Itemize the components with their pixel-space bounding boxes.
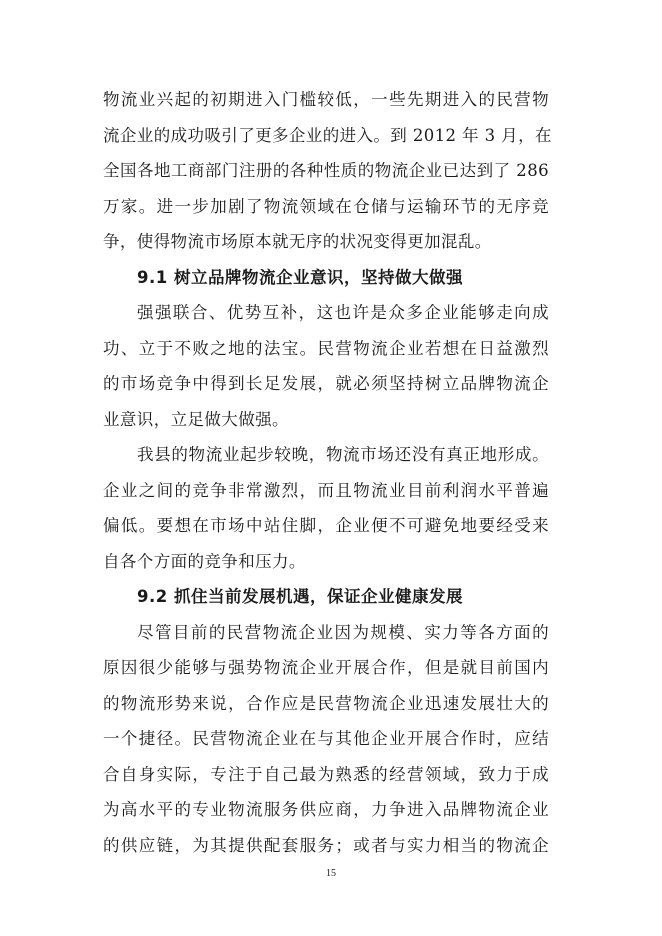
text-line: 的供应链，为其提供配套服务；或者与实力相当的物流企 [103, 835, 549, 855]
text-line: 偏低。要想在市场中站住脚，企业便不可避免地要经受来 [103, 516, 549, 535]
text-line: 尽管目前的民营物流企业因为规模、实力等各方面的 [137, 622, 549, 642]
section-heading-9-1: 9.1 树立品牌物流企业意识，坚持做大做强 [137, 267, 463, 287]
text-line: 万家。进一步加剧了物流领域在仓储与运输环节的无序竞 [103, 196, 549, 216]
text-line: 一个捷径。民营物流企业在与其他企业开展合作时，应结 [103, 729, 549, 748]
page-number: 15 [326, 868, 336, 879]
paragraph-county-logistics [103, 437, 549, 579]
paragraph-cooperation [103, 615, 549, 864]
text-line: 为高水平的专业物流服务供应商，力争进入品牌物流企业 [103, 800, 549, 819]
text-line: 物流业兴起的初期进入门槛较低，一些先期进入的民营物 [103, 90, 549, 109]
text-line: 业意识，立足做大做强。 [103, 409, 289, 429]
text-line: 合自身实际，专注于自己最为熟悉的经营领域，致力于成 [103, 764, 549, 784]
text-line: 企业之间的竞争非常激烈，而且物流业目前利润水平普遍 [103, 480, 549, 500]
section-heading-9-2: 9.2 抓住当前发展机遇，保证企业健康发展 [137, 587, 463, 606]
paragraph-brand-strategy [103, 295, 549, 437]
text-line: 的物流形势来说，合作应是民营物流企业迅速发展壮大的 [103, 693, 549, 713]
text-line: 的市场竞争中得到长足发展，就必须坚持树立品牌物流企 [103, 374, 549, 393]
text-line: 流企业的成功吸引了更多企业的进入。到 2012 年 3 月，在 [103, 125, 552, 145]
text-line: 全国各地工商部门注册的各种性质的物流企业已达到了 286 [103, 161, 549, 180]
text-line: 强强联合、优势互补，这也许是众多企业能够走向成 [137, 303, 549, 322]
text-line: 自各个方面的竞争和压力。 [103, 551, 306, 571]
text-line: 我县的物流业起步较晚，物流市场还没有真正地形成。 [137, 445, 549, 464]
document-body [103, 82, 552, 863]
paragraph-intro [103, 82, 552, 260]
text-line: 原因很少能够与强势物流企业开展合作，但是就目前国内 [103, 658, 549, 677]
text-line: 争，使得物流市场原本就无序的状况变得更加混乱。 [103, 232, 492, 251]
text-line: 功、立于不败之地的法宝。民营物流企业若想在日益激烈 [103, 338, 549, 358]
